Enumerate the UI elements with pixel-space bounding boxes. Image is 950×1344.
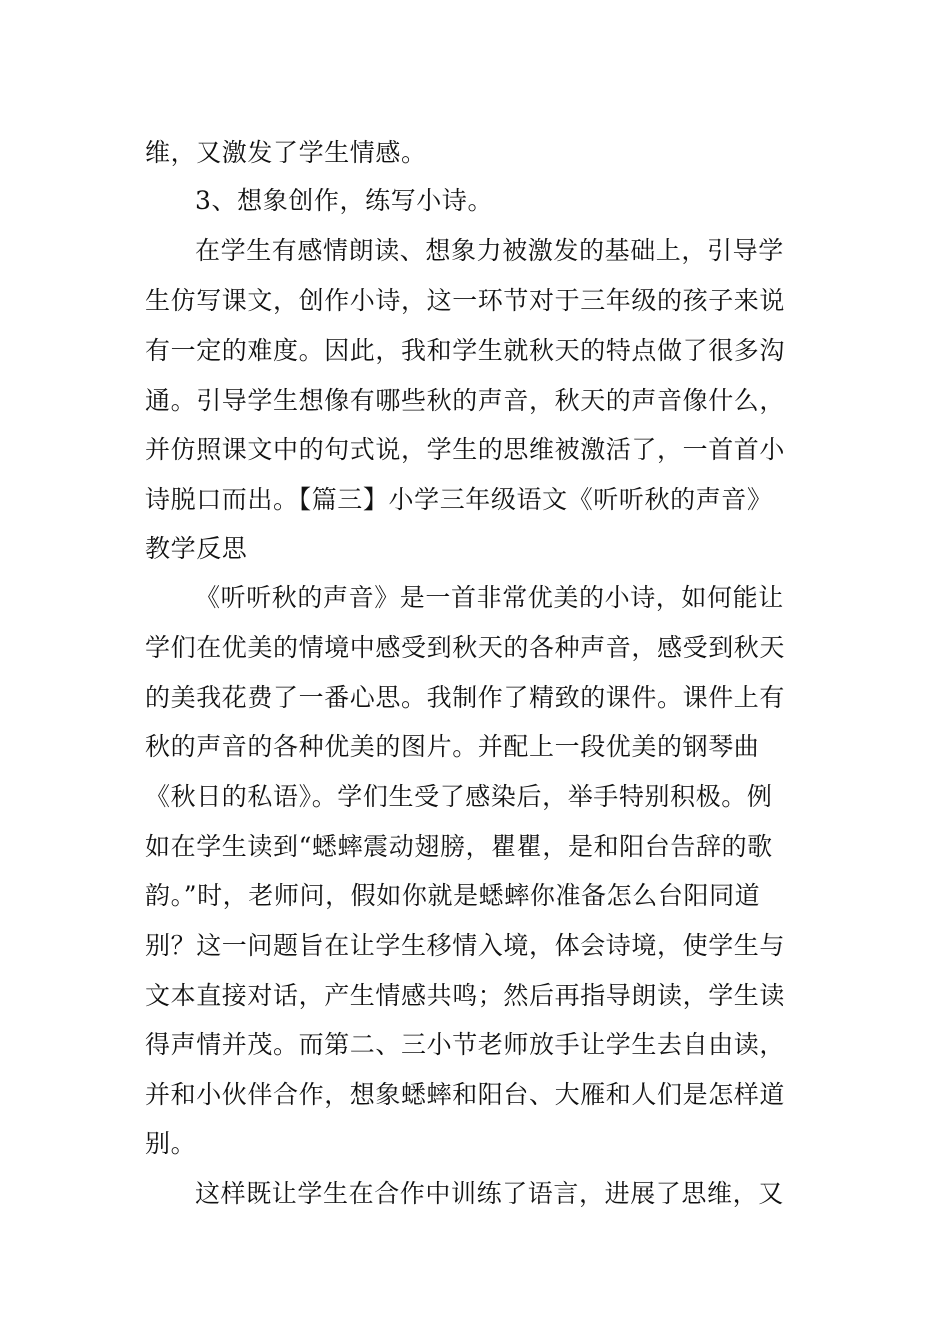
text-line: 维，又激发了学生情感。 [145,138,427,167]
text-line: 韵。”时，老师问，假如你就是蟋蟀你准备怎么台阳同道 [145,881,761,910]
text-line: 《秋日的私语》。学们生受了感染后，举手特别积极。例 [145,782,773,811]
text-line: 学们在优美的情境中感受到秋天的各种声音，感受到秋天 [145,633,786,662]
text-line: 在学生有感情朗读、想象力被激发的基础上，引导学 [195,236,784,265]
text-line: 并仿照课文中的句式说，学生的思维被激活了，一首首小 [145,435,786,464]
text-line: 如在学生读到“蟋蟀震动翅膀，瞿瞿，是和阳台告辞的歌 [145,832,773,861]
text-line: 别。 [145,1129,197,1158]
text-line: 别？这一问题旨在让学生移情入境，体会诗境，使学生与 [145,931,786,960]
text-line: 《听听秋的声音》是一首非常优美的小诗，如何能让 [195,583,784,612]
text-line: 文本直接对话，产生情感共鸣；然后再指导朗读，学生读 [145,981,786,1010]
text-line: 生仿写课文，创作小诗，这一环节对于三年级的孩子来说 [145,286,786,315]
text-line: 诗脱口而出。【篇三】小学三年级语文《听听秋的声音》 [145,485,773,514]
text-line: 有一定的难度。因此，我和学生就秋天的特点做了很多沟 [145,336,786,365]
text-line: 并和小伙伴合作，想象蟋蟀和阳台、大雁和人们是怎样道 [145,1080,786,1109]
text-line: 通。引导学生想像有哪些秋的声音，秋天的声音像什么， [145,386,786,415]
text-line: 这样既让学生在合作中训练了语言，进展了思维，又 [195,1179,784,1208]
text-line: 得声情并茂。而第二、三小节老师放手让学生去自由读， [145,1030,786,1059]
text-line: 的美我花费了一番心思。我制作了精致的课件。课件上有 [145,683,786,712]
text-line: 教学反思 [145,534,248,563]
text-line: 秋的声音的各种优美的图片。并配上一段优美的钢琴曲 [145,732,760,761]
text-line: 3、想象创作，练写小诗。 [195,186,494,215]
